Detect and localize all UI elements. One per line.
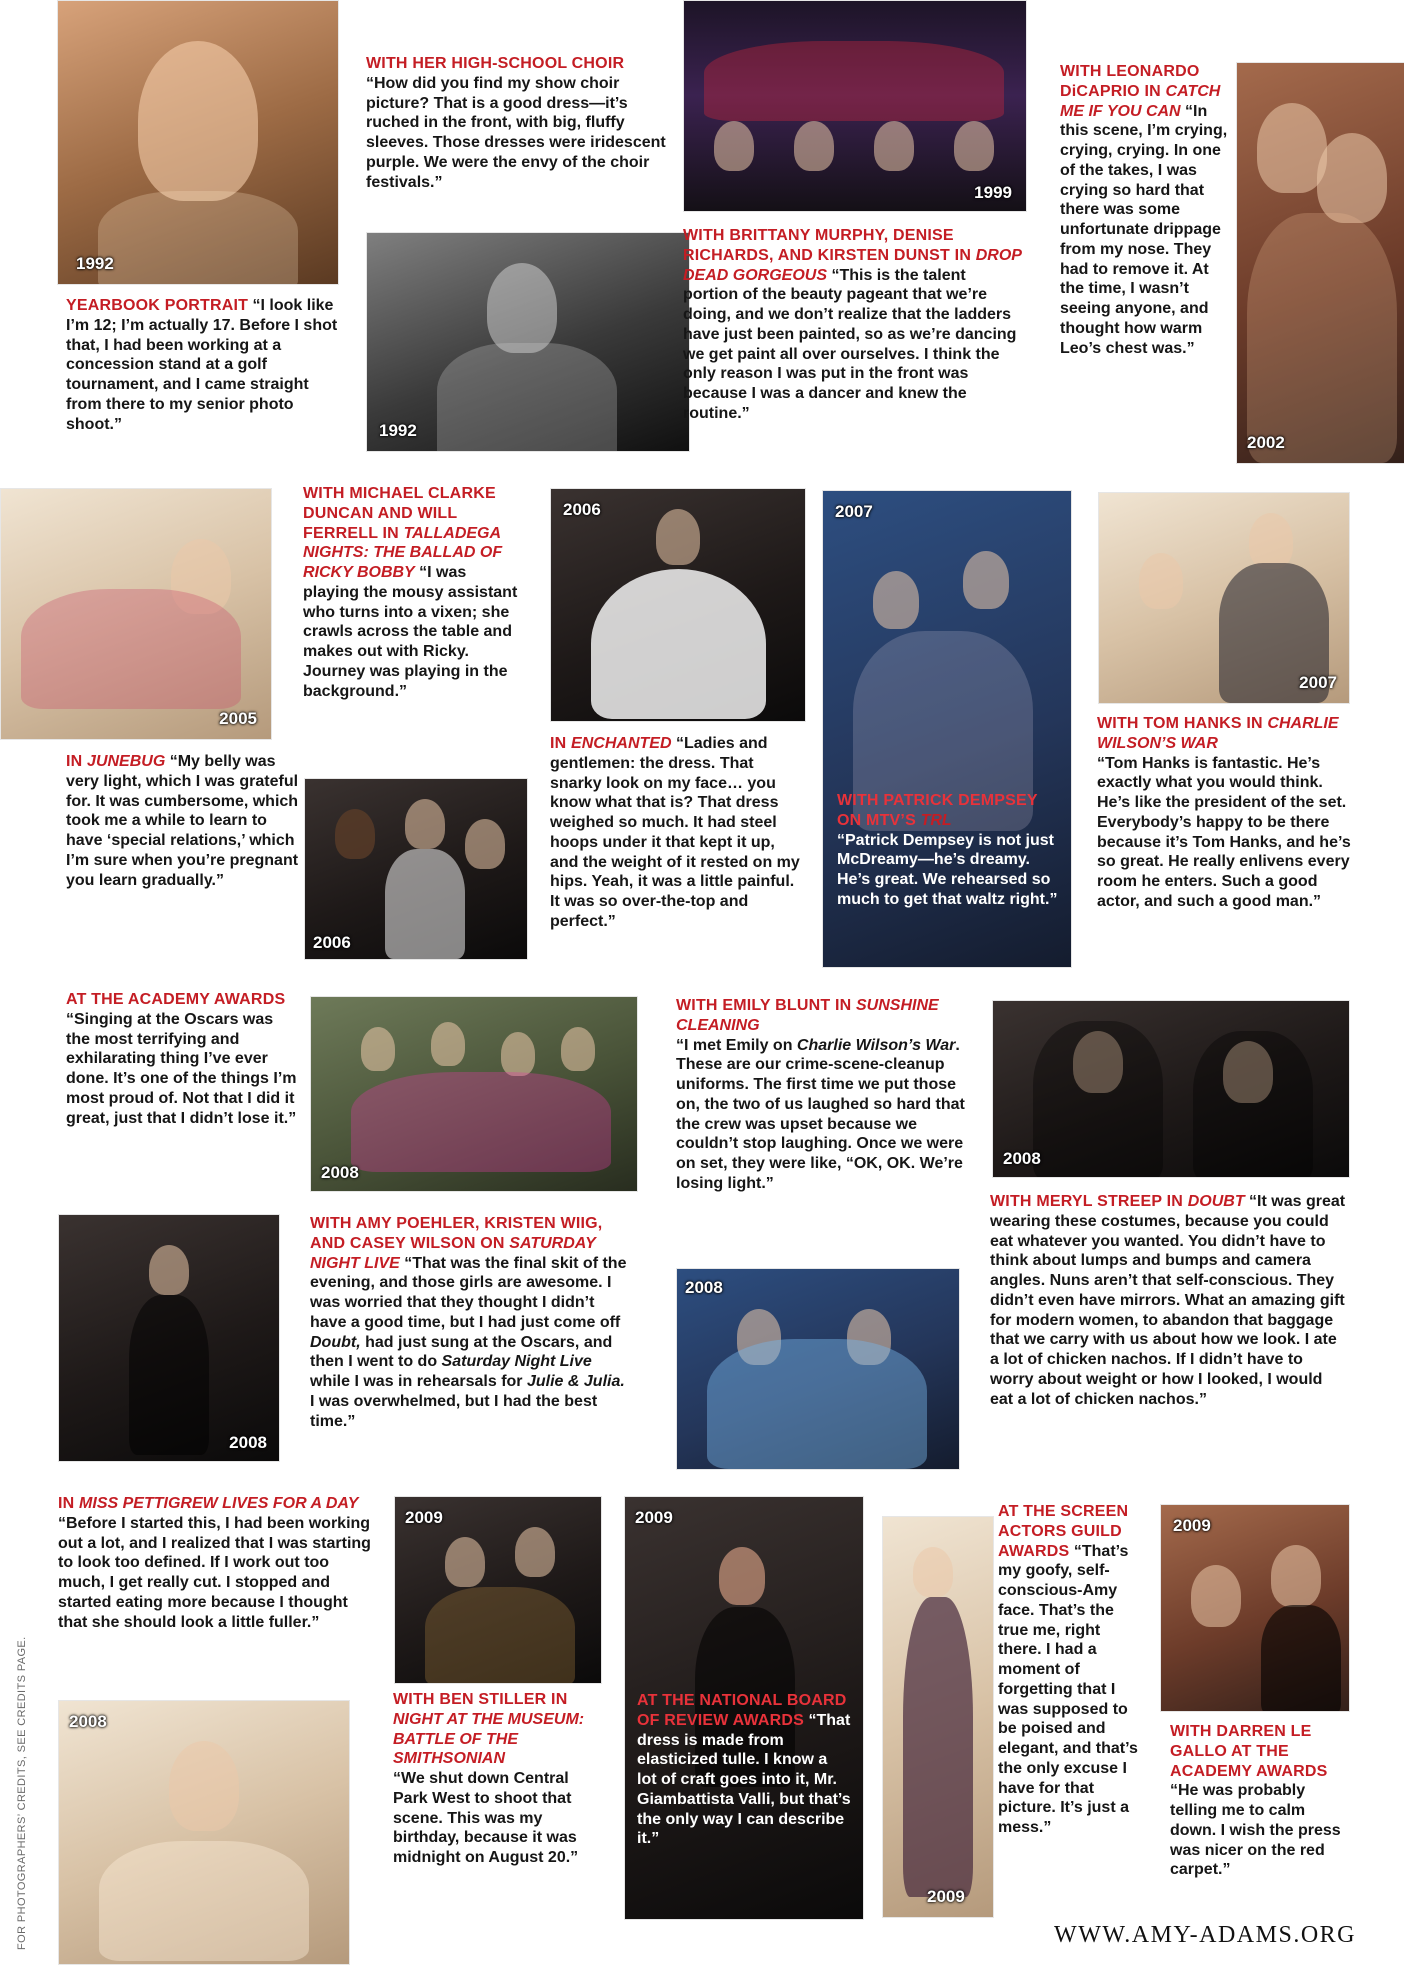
caption-talladega [303, 484, 525, 701]
caption-text: “It was great wearing these costumes, because you could eat whatever you wanted. You didn’t have to think about lumps and bumps and camera angles. Nuns aren’t that self-conscious. They didn’t even have mirrors. What an amazing gift for modern women, to abandon that baggage that we carry with us about how we look. I ate a lot of chicken nachos. If I didn’t have to worry about weight or how I looked, I would eat a lot of chicken nachos.” [990, 1193, 1346, 1408]
caption-title: SUNSHINE CLEANING [676, 997, 939, 1034]
year-label: 2009 [405, 1508, 443, 1527]
caption-yearbook [66, 296, 342, 434]
year-label: 1992 [379, 421, 417, 440]
caption-trl [837, 791, 1059, 910]
caption-heading: WITH BEN STILLER IN [393, 1691, 568, 1708]
caption-title: MISS PETTIGREW LIVES FOR A DAY [79, 1495, 359, 1512]
caption-heading: IN [66, 753, 88, 770]
caption-pettigrew [58, 1494, 372, 1632]
caption-title: TRL [920, 811, 952, 829]
caption-text: “I was playing the mousy assistant who turns into a vixen; she crawls across the table and makes out with Ricky. Journey was playing in the background.” [303, 564, 518, 700]
caption-choir [366, 54, 670, 192]
year-label: 2008 [229, 1433, 267, 1452]
doubt-photo [992, 1000, 1350, 1178]
year-label: 2006 [563, 500, 601, 519]
caption-text: “I look like I’m 12; I’m actually 17. Before I shot that, I had been working at a concession stand at a golf tournament, and I came straight from there to my senior photo shoot.” [66, 297, 338, 433]
caption-catch-me [1060, 62, 1228, 358]
caption-title: NIGHT AT THE MUSEUM: BATTLE OF THE SMITHSONIAN [393, 1710, 585, 1768]
caption-text: had just sung at the Oscars, and then I went to do [310, 1333, 613, 1371]
year-label: 2008 [321, 1163, 359, 1182]
caption-text: “Singing at the Oscars was the most terrifying and exhilarating thing I’ve ever done. It’s one of the things I’m most proud of. Not that I did it great, just that I didn’t lose it.” [66, 1010, 297, 1127]
caption-italic: Doubt, [310, 1333, 361, 1351]
charlie-wilson-photo [1098, 492, 1350, 704]
caption-title: CHARLIE WILSON’S WAR [1097, 715, 1339, 752]
caption-heading: WITH LEONARDO DiCAPRIO IN [1060, 63, 1200, 100]
caption-title: DOUBT [1187, 1193, 1245, 1210]
caption-heading: YEARBOOK PORTRAIT [66, 297, 249, 314]
enchanted-photo [550, 488, 806, 722]
caption-title: JUNEBUG [87, 753, 166, 770]
year-label: 2009 [927, 1887, 965, 1906]
year-label: 2008 [685, 1278, 723, 1297]
year-label: 2006 [313, 933, 351, 952]
night-at-museum-photo [394, 1496, 602, 1684]
year-label: 2008 [1003, 1149, 1041, 1168]
year-label: 2007 [835, 502, 873, 521]
drop-dead-gorgeous-photo [683, 0, 1027, 212]
caption-text: “That dress is made from elasticized tulle. I know a lot of craft goes into it, Mr. Giambattista Valli, but that’s the only way I can describe it.” [637, 1711, 851, 1848]
caption-italic: Saturday Night Live [441, 1353, 592, 1371]
caption-sunshine [676, 996, 972, 1194]
year-label: 1992 [76, 254, 114, 273]
website-watermark: WWW.AMY-ADAMS.ORG [1054, 1922, 1356, 1948]
caption-heading: WITH PATRICK DEMPSEY ON MTV’S [837, 792, 1038, 829]
caption-night-at-museum [393, 1690, 605, 1868]
caption-text: “Ladies and gentlemen: the dress. That snarky look on my face… you know what that is? That dress weighed so much. It had steel hoops under it that kept it up, and the weight of it rested on my hips. Yeah, it was a little painful. It was so over-the-top and perfect.” [550, 735, 800, 930]
caption-title: TALLADEGA NIGHTS: THE BALLAD OF RICKY BOBBY [303, 524, 503, 581]
caption-text: “That’s my goofy, self-conscious-Amy face. That’s the true me, right there. I had a moment of forgetting that I was supposed to be poised and elegant, and that’s the only excuse I have for that picture. It’s just a mess.” [998, 1542, 1138, 1836]
caption-heading: WITH HER HIGH-SCHOOL CHOIR [366, 55, 625, 72]
caption-text: “Tom Hanks is fantastic. He’s exactly what you would think. He’s like the president of the set. Everybody’s happy to be there because it’s Tom Hanks, and he’s so great. He really enlivens every room he enters. Such a good actor, and such a good man.” [1097, 754, 1351, 910]
junebug-photo [0, 488, 272, 740]
year-label: 2005 [219, 709, 257, 728]
national-board-photo [624, 1496, 864, 1920]
caption-heading: AT THE NATIONAL BOARD OF REVIEW AWARDS [637, 1692, 847, 1729]
caption-heading: WITH DARREN LE GALLO AT THE ACADEMY AWARDS [1170, 1723, 1328, 1780]
caption-text: “This is the talent portion of the beauty pageant that we’re doing, and we don’t realize that the ladders have just been painted, so as we’re dancing we get paint all over ourselves. I think the only reason I was put in the front was because I was a dancer and knew the routine.” [683, 266, 1017, 422]
year-label: 2002 [1247, 433, 1285, 452]
caption-heading: WITH TOM HANKS IN [1097, 715, 1268, 732]
caption-title: DROP DEAD GORGEOUS [683, 246, 1022, 284]
caption-academy [66, 990, 298, 1128]
caption-doubt [990, 1192, 1346, 1409]
caption-heading: AT THE SCREEN ACTORS GUILD AWARDS [998, 1503, 1129, 1560]
caption-heading: WITH MERYL STREEP IN [990, 1193, 1188, 1210]
caption-italic: Charlie Wilson’s War [796, 1036, 956, 1054]
caption-heading: WITH MICHAEL CLARKE DUNCAN AND WILL FERRELL IN [303, 485, 496, 542]
caption-title: CATCH ME IF YOU CAN [1060, 82, 1221, 120]
caption-text: while I was in rehearsals for [310, 1373, 527, 1390]
caption-text: “Before I started this, I had been working out a lot, and I realized that I was starting to look too defined. If I work out too much, I get really cut. I stopped and started eating more because I thought that she should look a little fuller.” [58, 1514, 371, 1631]
photographer-credits: FOR PHOTOGRAPHERS’ CREDITS, SEE CREDITS PAGE. [16, 1636, 28, 1950]
catch-me-if-you-can-photo [1236, 62, 1404, 464]
caption-sag-awards [998, 1502, 1148, 1838]
caption-heading: AT THE ACADEMY AWARDS [66, 991, 286, 1008]
darren-le-gallo-photo [1160, 1504, 1350, 1712]
caption-text: “He was probably telling me to calm down. I wish the press was nicer on the red carpet.” [1170, 1782, 1341, 1879]
caption-heading: WITH AMY POEHLER, KRISTEN WIIG, AND CASEY WILSON ON [310, 1215, 603, 1252]
caption-text: . These are our crime-scene-cleanup uniforms. The first time we put those on, the two of us laughed so hard that the crew was upset because we couldn’t stop laughing. Once we were on set, they were like, “OK, OK. We’re losing light.” [676, 1036, 965, 1192]
caption-charlie-wilson [1097, 714, 1351, 912]
caption-title: ENCHANTED [571, 735, 672, 752]
choir-photo [366, 232, 690, 452]
caption-enchanted [550, 734, 802, 932]
year-label: 2009 [1173, 1516, 1211, 1535]
caption-text: “That was the final skit of the evening, and those girls are awesome. I was worried that they thought I didn’t have a good time, but I had just come off [310, 1254, 627, 1331]
sag-awards-photo [882, 1516, 994, 1918]
snl-photo [310, 996, 638, 1192]
caption-darren-le-gallo [1170, 1722, 1346, 1880]
year-label: 2009 [635, 1508, 673, 1527]
caption-heading: WITH EMILY BLUNT IN [676, 997, 856, 1014]
caption-italic: Julie & Julia. [526, 1373, 625, 1390]
caption-heading: IN [550, 735, 572, 752]
year-label: 2008 [69, 1712, 107, 1731]
year-label: 1999 [974, 183, 1012, 202]
year-label: 2007 [1299, 673, 1337, 692]
caption-text: “We shut down Central Park West to shoot that scene. This was my birthday, because it was midnight on August 20.” [393, 1770, 579, 1866]
academy-awards-photo [58, 1214, 280, 1462]
caption-text: “In this scene, I’m crying, crying, crying. In one of the takes, I was crying so hard that there was some unfortunate drippage from my nose. They had to remove it. At the time, I wasn’t seeing anyone, and thought how warm Leo’s chest was.” [1060, 102, 1228, 357]
yearbook-photo [57, 0, 339, 285]
caption-national-board [637, 1691, 851, 1849]
caption-snl [310, 1214, 632, 1431]
caption-text: “I met Emily on [676, 1036, 797, 1054]
caption-junebug [66, 752, 304, 890]
caption-text: I was overwhelmed, but I had the best time.” [310, 1392, 598, 1430]
caption-drop-dead-gorgeous [683, 226, 1023, 424]
caption-text: “My belly was very light, which I was grateful for. It was cumbersome, which took me a while to learn to have ‘special relations,’ which I’m sure when you’re pregnant you learn gradually.” [66, 753, 299, 889]
talladega-photo [304, 778, 528, 960]
trl-photo [822, 490, 1072, 968]
pettigrew-photo [58, 1700, 350, 1965]
caption-text: “Patrick Dempsey is not just McDreamy—he’s dreamy. He’s great. We rehearsed so much to get that waltz right.” [837, 831, 1058, 908]
caption-title: SATURDAY NIGHT LIVE [310, 1234, 596, 1272]
sunshine-cleaning-photo [676, 1268, 960, 1470]
caption-heading: WITH BRITTANY MURPHY, DENISE RICHARDS, AND KIRSTEN DUNST IN [683, 227, 976, 264]
caption-text: “How did you find my show choir picture? That is a good dress—it’s ruched in the front, with big, fluffy sleeves. Those dresses were iridescent purple. We were the envy of the choir festivals.” [366, 74, 666, 191]
caption-heading: IN [58, 1495, 80, 1512]
